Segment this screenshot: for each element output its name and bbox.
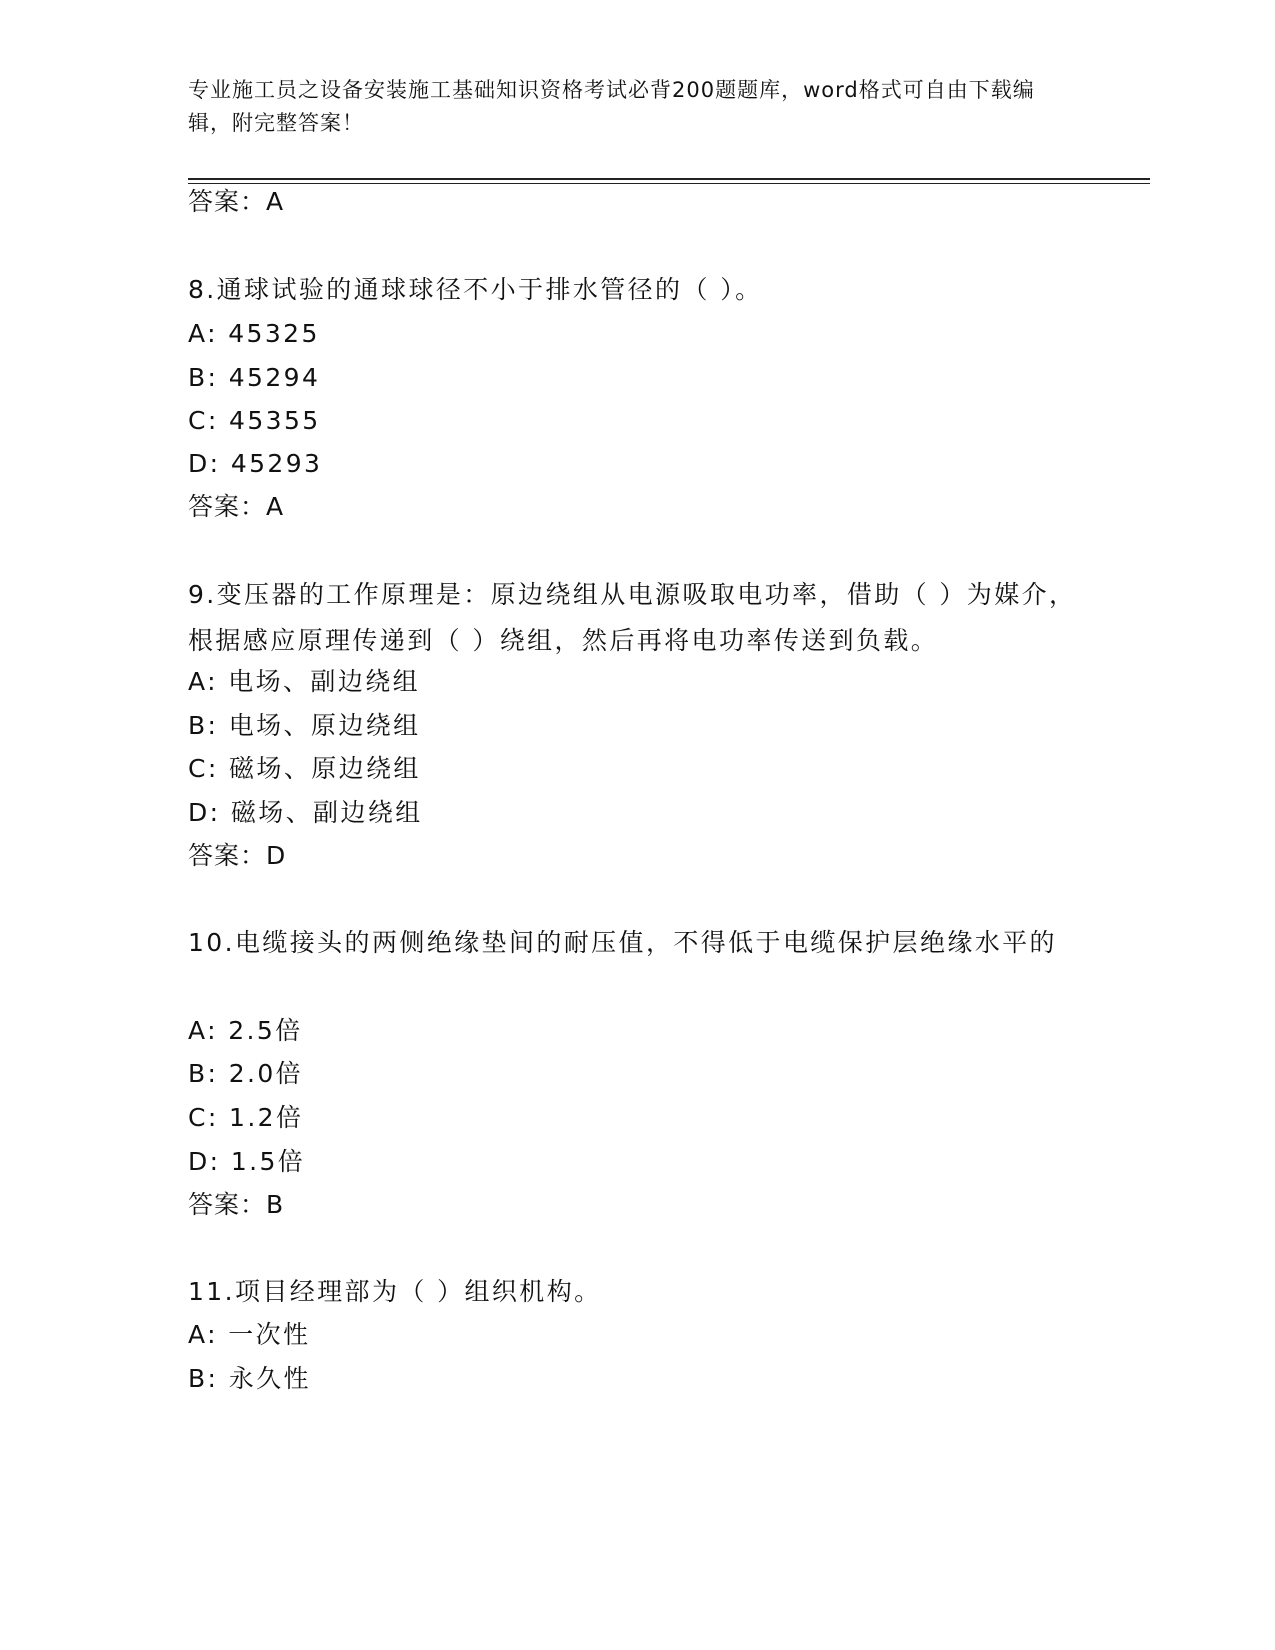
header-divider-thin (188, 183, 1150, 184)
question-10-answer (188, 1188, 284, 1222)
question-10-option-c: C: 1.2倍 (188, 1103, 304, 1132)
question-8-text: 8.通球试验的通球球径不小于排水管径的（ ）。 (188, 275, 763, 304)
question-9-option-a: A: 电场、副边绕组 (188, 667, 421, 696)
question-10-text: 10.电缆接头的两侧绝缘垫间的耐压值，不得低于电缆保护层绝缘水平的 (188, 928, 1057, 957)
question-9-option-d: D: 磁场、副边绕组 (188, 798, 423, 827)
document-title: 专业施工员之设备安装施工基础知识资格考试必背200题题库，word格式可自由下载编辑，附完整答案！ (188, 78, 1035, 135)
answer-label: 答案： (188, 1190, 267, 1219)
question-8-option-a: A: 45325 (188, 319, 320, 348)
header-divider-thick (188, 178, 1150, 180)
question-11-option-b: B: 永久性 (188, 1364, 311, 1393)
answer-value: A (266, 492, 285, 521)
answer-label: 答案： (188, 841, 267, 870)
question-10-option-d: D: 1.5倍 (188, 1147, 306, 1176)
answer-value: D (266, 841, 287, 870)
question-9-option-c: C: 磁场、原边绕组 (188, 754, 421, 783)
question-10-option-b: B: 2.0倍 (188, 1059, 304, 1088)
question-9-option-b: B: 电场、原边绕组 (188, 711, 421, 740)
answer-value: A (266, 187, 285, 216)
question-9-answer (188, 839, 286, 873)
question-8-option-c: C: 45355 (188, 406, 321, 435)
answer-label: 答案： (188, 492, 267, 521)
answer-line-prev (188, 185, 284, 219)
answer-label: 答案： (188, 187, 267, 216)
question-10-option-a: A: 2.5倍 (188, 1016, 303, 1045)
question-8-option-b: B: 45294 (188, 363, 321, 392)
question-11-option-a: A: 一次性 (188, 1320, 311, 1349)
question-9-text: 9.变压器的工作原理是：原边绕组从电源吸取电功率，借助（ ）为媒介，根据感应原理传递到（ ）绕组，然后再将电功率传送到负载。 (188, 580, 1077, 655)
answer-value: B (266, 1190, 285, 1219)
question-8-answer (188, 490, 284, 524)
question-11-text: 11.项目经理部为（ ）组织机构。 (188, 1277, 602, 1306)
document-header (188, 74, 1068, 140)
question-8-option-d: D: 45293 (188, 449, 323, 478)
